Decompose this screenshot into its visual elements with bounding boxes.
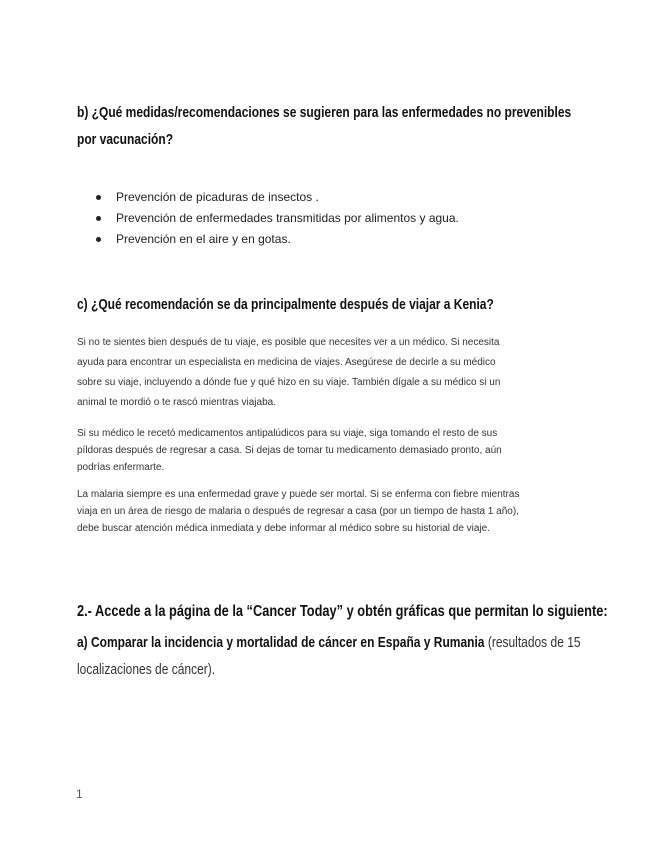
section-2-item-a-bold: a) Comparar la incidencia y mortalidad de cáncer en España y Rumania <box>77 634 485 651</box>
list-item <box>96 229 459 250</box>
bullet-icon <box>96 216 101 221</box>
section-c-paragraph-3 <box>77 486 582 537</box>
section-b-heading-line1: b) ¿Qué medidas/recomendaciones se sugieren para las enfermedades no prevenibles <box>77 104 572 121</box>
bullet-text: Prevención en el aire y en gotas. <box>116 232 291 246</box>
section-b-heading <box>77 104 655 121</box>
list-item <box>96 208 459 229</box>
section-2-item-a-line2: localizaciones de cáncer). <box>77 661 216 678</box>
bullet-icon <box>96 195 101 200</box>
section-c-heading-text: c) ¿Qué recomendación se da principalmente después de viajar a Kenia? <box>77 296 494 313</box>
section-2-item-a <box>77 634 655 651</box>
paragraph-line: píldoras después de regresar a casa. Si dejas de tomar tu medicamento demasiado pronto, aún <box>77 445 502 456</box>
section-c-paragraph-1 <box>77 333 582 413</box>
section-b-heading-cont <box>77 131 197 148</box>
section-2-item-a-rest: (resultados de 15 <box>484 634 581 651</box>
section-2-heading-text: 2.- Accede a la página de la “Cancer Today” y obtén gráficas que permitan lo siguiente: <box>77 603 608 620</box>
bullet-icon <box>96 237 101 242</box>
page-number: 1 <box>76 787 83 801</box>
section-2-item-a-cont <box>77 661 250 678</box>
section-b-heading-line2: por vacunación? <box>77 131 174 148</box>
section-2-item-a-line1 <box>77 634 581 651</box>
paragraph-line: sobre su viaje, incluyendo a dónde fue y qué hizo en su viaje. También dígale a su médico si un <box>77 377 501 388</box>
list-item <box>96 187 459 208</box>
paragraph-line: animal te mordió o te rascó mientras viajaba. <box>77 397 276 408</box>
bullet-text: Prevención de picaduras de insectos . <box>116 190 319 204</box>
paragraph-line: debe buscar atención médica inmediata y debe informar al médico sobre su historial de viaje. <box>77 523 491 534</box>
section-c-heading <box>77 296 598 313</box>
paragraph-line: La malaria siempre es una enfermedad grave y puede ser mortal. Si se enferma con fiebre mientras <box>77 489 520 500</box>
section-b-bullet-list <box>96 187 459 250</box>
paragraph-line: Si no te sientes bien después de tu viaje, es posible que necesites ver a un médico. Si necesita <box>77 337 500 348</box>
section-c-paragraph-2 <box>77 425 582 476</box>
paragraph-line: podrías enfermarte. <box>77 462 165 473</box>
section-2-heading <box>77 603 655 621</box>
paragraph-line: ayuda para encontrar un especialista en medicina de viajes. Asegúrese de decirle a su médico <box>77 357 496 368</box>
paragraph-line: viaja en un área de riesgo de malaria o después de regresar a casa (por un tiempo de hasta 1 año), <box>77 506 519 517</box>
paragraph-line: Si su médico le recetó medicamentos antipalúdicos para su viaje, siga tomando el resto de sus <box>77 428 498 439</box>
bullet-text: Prevención de enfermedades transmitidas por alimentos y agua. <box>116 211 459 225</box>
